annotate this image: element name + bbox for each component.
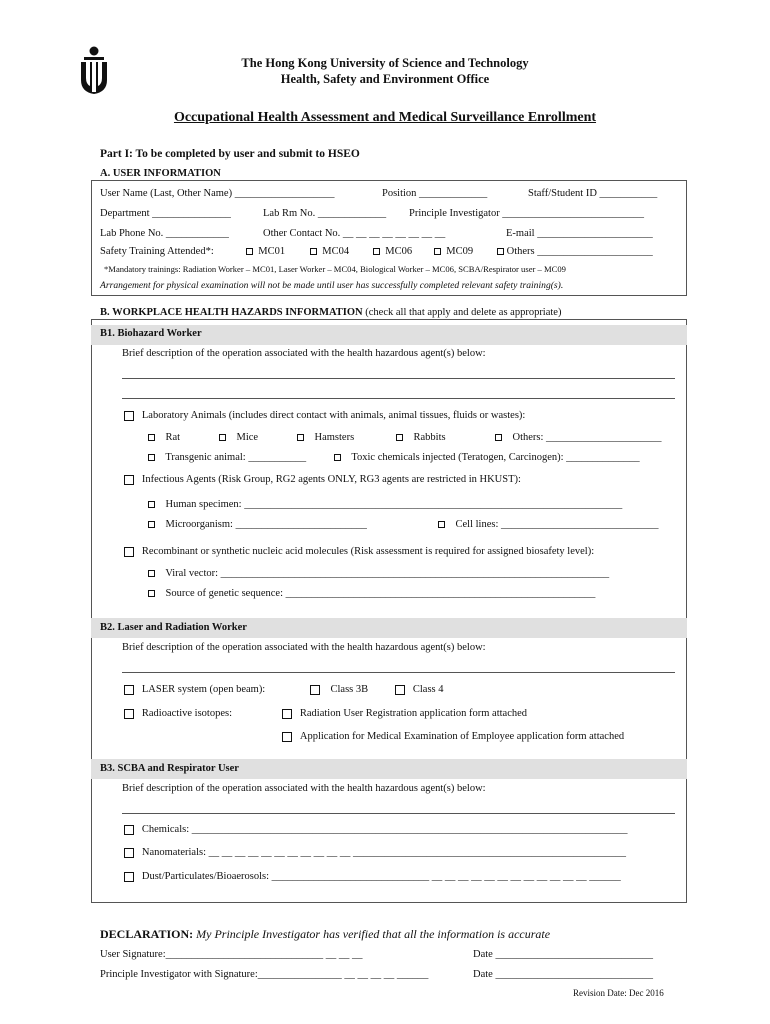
checkbox-icon[interactable] (124, 872, 134, 882)
form-title: Occupational Health Assessment and Medical Surveillance Enrollment (173, 110, 597, 125)
checkbox-icon[interactable] (124, 848, 134, 858)
animal-mice[interactable] (219, 432, 258, 443)
dust-label: Dust/Particulates/Bioaerosols: ______________________________ __ __ __ __ __ __ __ __ __ __ __ __ ______ (141, 871, 621, 882)
med-exam-option[interactable] (282, 731, 624, 742)
user-date-field[interactable]: Date ______________________________ (473, 949, 653, 960)
checkbox-icon[interactable] (219, 434, 226, 441)
section-b-title: B. WORKPLACE HEALTH HAZARDS INFORMATION (100, 307, 363, 318)
class4-option[interactable] (395, 684, 444, 695)
lab-animals-option[interactable] (124, 410, 525, 421)
b1-desc-line-1[interactable] (122, 378, 675, 379)
class4-label: Class 4 (412, 684, 444, 695)
checkbox-icon[interactable] (148, 434, 155, 441)
pi-signature-field[interactable]: Principle Investigator with Signature:________________ __ __ __ __ ______ (100, 969, 429, 980)
checkbox-icon[interactable] (438, 521, 445, 528)
checkbox-icon[interactable] (124, 411, 134, 421)
checkbox-icon[interactable] (495, 434, 502, 441)
checkbox-icon[interactable] (373, 248, 380, 255)
training-mc09[interactable] (434, 246, 473, 257)
checkbox-icon[interactable] (124, 475, 134, 485)
checkbox-icon[interactable] (124, 825, 134, 835)
human-label: Human specimen: ________________________________________________________________________ (165, 499, 623, 510)
hkust-logo (80, 46, 108, 96)
recombinant-option[interactable] (124, 546, 594, 557)
user-name-field[interactable]: User Name (Last, Other Name) ___________________ (100, 188, 335, 199)
rad-reg-option[interactable] (282, 708, 527, 719)
cell-lines-label: Cell lines: ______________________________ (455, 519, 659, 530)
chemicals-option[interactable] (124, 824, 628, 835)
b2-title: B2. Laser and Radiation Worker (100, 622, 247, 633)
source-option[interactable] (148, 588, 595, 599)
checkbox-icon[interactable] (124, 685, 134, 695)
radioactive-label: Radioactive isotopes: (141, 708, 232, 719)
checkbox-icon[interactable] (310, 685, 320, 695)
pi-field[interactable]: Principle Investigator ___________________________ (409, 208, 645, 219)
chemicals-label: Chemicals: ___________________________________________________________________________________ (141, 824, 628, 835)
animal-others-label: Others: ______________________ (512, 432, 662, 443)
class3b-label: Class 3B (330, 684, 369, 695)
checkbox-icon[interactable] (148, 454, 155, 461)
checkbox-icon[interactable] (148, 501, 155, 508)
animal-rat[interactable] (148, 432, 180, 443)
checkbox-icon[interactable] (148, 570, 155, 577)
animal-rabbits[interactable] (396, 432, 446, 443)
nano-label: Nanomaterials: __ __ __ __ __ __ __ __ __ __ __ ____________________________________________________ (141, 847, 627, 858)
b1-brief: Brief description of the operation associated with the health hazardous agent(s) below: (122, 348, 486, 359)
micro-option[interactable] (148, 519, 367, 530)
animal-mice-label: Mice (236, 432, 259, 443)
section-b-heading (100, 307, 561, 318)
section-b-box (91, 319, 687, 903)
pi-date-field[interactable]: Date ______________________________ (473, 969, 653, 980)
position-field[interactable]: Position _____________ (382, 188, 488, 199)
radioactive-option[interactable] (124, 708, 232, 719)
human-option[interactable] (148, 499, 622, 510)
other-contact-field[interactable]: Other Contact No. __ __ __ __ __ __ __ __ (263, 228, 446, 239)
laser-option[interactable] (124, 684, 265, 695)
viral-label: Viral vector: __________________________________________________________________________ (165, 568, 610, 579)
checkbox-icon[interactable] (282, 709, 292, 719)
lab-phone-field[interactable]: Lab Phone No. ____________ (100, 228, 229, 239)
b3-brief: Brief description of the operation associated with the health hazardous agent(s) below: (122, 783, 486, 794)
checkbox-icon[interactable] (124, 709, 134, 719)
checkbox-icon[interactable] (396, 434, 403, 441)
training-label: Safety Training Attended*: (100, 246, 214, 257)
section-b-note: (check all that apply and delete as appropriate) (365, 307, 562, 318)
infectious-option[interactable] (124, 474, 521, 485)
training-mc01[interactable] (246, 246, 285, 257)
checkbox-icon[interactable] (148, 521, 155, 528)
source-label: Source of genetic sequence: ___________________________________________________________ (165, 588, 596, 599)
laser-label: LASER system (open beam): (141, 684, 266, 695)
training-label-others: Others ______________________ (506, 246, 653, 257)
part1-heading: Part I: To be completed by user and submit to HSEO (100, 148, 360, 160)
rad-reg-label: Radiation User Registration application form attached (299, 708, 528, 719)
med-exam-label: Application for Medical Examination of Employee application form attached (299, 731, 625, 742)
checkbox-icon[interactable] (310, 248, 317, 255)
b2-brief: Brief description of the operation associated with the health hazardous agent(s) below: (122, 642, 486, 653)
training-label-mc01: MC01 (258, 246, 286, 257)
toxic-option[interactable] (334, 452, 640, 463)
recombinant-label: Recombinant or synthetic nucleic acid molecules (Risk assessment is required for assigned biosafety level): (141, 546, 595, 557)
section-a-heading: A. USER INFORMATION (100, 168, 221, 179)
arrangement-note: Arrangement for physical examination will not be made until user has successfully completed relevant safety training(s). (100, 280, 564, 291)
department-field[interactable]: Department _______________ (100, 208, 231, 219)
checkbox-icon[interactable] (246, 248, 253, 255)
revision-date: Revision Date: Dec 2016 (573, 988, 664, 998)
university-name: The Hong Kong University of Science and Technology (241, 56, 529, 70)
animal-hamsters[interactable] (297, 432, 354, 443)
cell-lines-option[interactable] (438, 519, 659, 530)
lab-animals-label: Laboratory Animals (includes direct contact with animals, animal tissues, fluids or wastes): (141, 410, 526, 421)
b1-title: B1. Biohazard Worker (100, 328, 202, 339)
animal-rabbits-label: Rabbits (413, 432, 446, 443)
training-mc04[interactable] (310, 246, 349, 257)
animal-rat-label: Rat (165, 432, 181, 443)
animal-hamsters-label: Hamsters (314, 432, 355, 443)
lab-rm-field[interactable]: Lab Rm No. _____________ (263, 208, 387, 219)
training-label-mc04: MC04 (322, 246, 350, 257)
class3b-option[interactable] (310, 684, 368, 695)
checkbox-icon[interactable] (148, 590, 155, 597)
b1-desc-line-2[interactable] (122, 398, 675, 399)
checkbox-icon[interactable] (434, 248, 441, 255)
nano-option[interactable] (124, 847, 626, 858)
training-others[interactable] (497, 246, 653, 257)
email-field[interactable]: E-mail ______________________ (506, 228, 653, 239)
staff-id-field[interactable]: Staff/Student ID ___________ (528, 188, 658, 199)
checkbox-icon[interactable] (297, 434, 304, 441)
mandatory-note: *Mandatory trainings: Radiation Worker – MC01, Laser Worker – MC04, Biological Worker – MC06, SCBA/Respirator user – MC09 (104, 264, 566, 274)
training-mc06[interactable] (373, 246, 412, 257)
b3-desc-line[interactable] (122, 813, 675, 814)
toxic-label: Toxic chemicals injected (Teratogen, Carcinogen): ______________ (351, 452, 640, 463)
training-label-mc06: MC06 (385, 246, 413, 257)
declaration-text: My Principle Investigator has verified that all the information is accurate (196, 927, 551, 941)
b2-desc-line[interactable] (122, 672, 675, 673)
training-label-mc09: MC09 (446, 246, 474, 257)
b3-title: B3. SCBA and Respirator User (100, 763, 239, 774)
office-name: Health, Safety and Environment Office (280, 72, 490, 86)
declaration-label: DECLARATION: (100, 927, 194, 941)
checkbox-icon[interactable] (395, 685, 405, 695)
checkbox-icon[interactable] (497, 248, 504, 255)
checkbox-icon[interactable] (124, 547, 134, 557)
checkbox-icon[interactable] (282, 732, 292, 742)
transgenic-label: Transgenic animal: ___________ (165, 452, 307, 463)
viral-option[interactable] (148, 568, 609, 579)
user-signature-field[interactable]: User Signature:______________________________ __ __ __ (100, 949, 363, 960)
checkbox-icon[interactable] (334, 454, 341, 461)
micro-label: Microorganism: _________________________ (165, 519, 367, 530)
infectious-label: Infectious Agents (Risk Group, RG2 agents ONLY, RG3 agents are restricted in HKUST): (141, 474, 521, 485)
animal-others[interactable] (495, 432, 662, 443)
declaration (100, 927, 550, 942)
dust-option[interactable] (124, 871, 621, 882)
transgenic-option[interactable] (148, 452, 306, 463)
